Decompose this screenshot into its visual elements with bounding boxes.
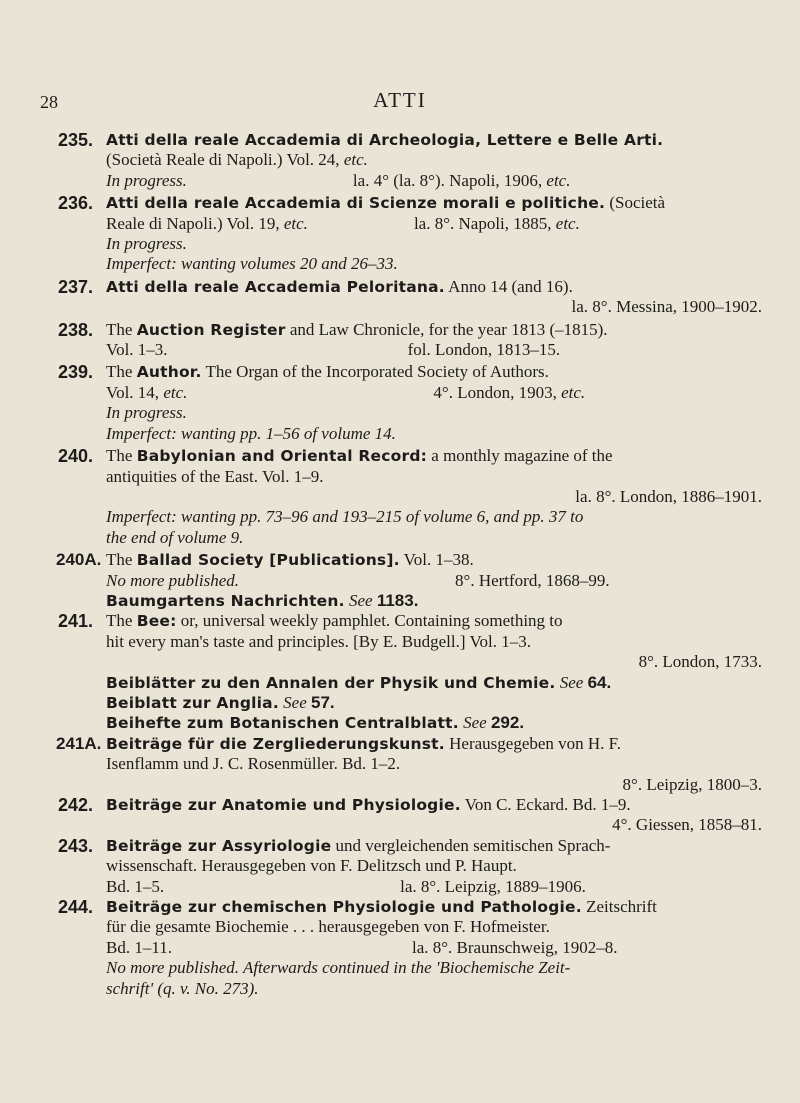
- cross-ref-beiblatt-anglia: Beiblatt zur Anglia. See 57.: [106, 692, 335, 712]
- entry-number: 239.: [58, 362, 94, 383]
- entry-number: 242.: [58, 795, 94, 815]
- entry-heading: Bee:: [136, 612, 177, 631]
- entry-heading: Author.: [136, 363, 202, 382]
- entry-number: 238.: [58, 319, 94, 340]
- cross-ref-number: 1183.: [376, 590, 419, 610]
- cross-ref-number: 64.: [587, 672, 612, 692]
- entry-heading: Beiblätter zu den Annalen der Physik und Chemie.: [106, 673, 556, 692]
- entry-244: 244. Beiträge zur chemischen Physiologie und Pathologie. Zeitschrift für die gesamte Biochemie . . . herausgegeben von F. Hofmeister. Bd. 1–11. la. 8°. Braunschweig, 1902–8. No more published. Afterwards continued in the 'Biochemische Zeit- schrift' (q. v. No. 273).: [58, 897, 657, 998]
- entry-number: 240A.: [56, 550, 102, 570]
- entry-number: 240.: [58, 446, 94, 467]
- entry-237: 237. Atti della reale Accademia Peloritana. Anno 14 (and 16). la. 8°. Messina, 1900–1902.: [58, 276, 762, 317]
- entry-242: 242. Beiträge zur Anatomie und Physiologie. Von C. Eckard. Bd. 1–9. 4°. Giessen, 1858–81.: [58, 795, 762, 835]
- entry-239: 239. The Author. The Organ of the Incorporated Society of Authors. Vol. 14, etc. 4°. London, 1903, etc. In progress. Imperfect: wanting pp. 1–56 of volume 14.: [58, 362, 586, 443]
- entry-heading: Beiträge zur Anatomie und Physiologie.: [106, 796, 461, 814]
- page-number: 28: [40, 92, 58, 112]
- entry-number: 241A.: [56, 733, 102, 753]
- entry-heading: Ballad Society [Publications].: [136, 551, 400, 570]
- cross-ref-number: 57.: [311, 692, 335, 712]
- entry-243: 243. Beiträge zur Assyriologie und vergleichenden semitischen Sprach- wissenschaft. Herausgegeben von F. Delitzsch und P. Haupt. Bd. 1–5. la. 8°. Leipzig, 1889–1906.: [58, 835, 611, 896]
- entry-number: 244.: [58, 897, 94, 918]
- entry-heading: Beiträge zur Assyriologie: [106, 836, 332, 855]
- entry-heading: Atti della reale Accademia Peloritana.: [106, 277, 445, 296]
- entry-number: 243.: [58, 835, 94, 856]
- cross-ref-beihefte: Beihefte zum Botanischen Centralblatt. See 292.: [106, 713, 525, 733]
- running-head: ATTI: [373, 88, 427, 112]
- entry-241: 241. The Bee: or, universal weekly pamphlet. Containing something to hit every man's taste and principles. [By E. Budgell.] Vol. 1–3. 8°. London, 1733.: [58, 611, 762, 672]
- entry-238: 238. The Auction Register and Law Chronicle, for the year 1813 (–1815). Vol. 1–3. fol. London, 1813–15.: [58, 319, 608, 360]
- entry-number: 236.: [58, 193, 94, 214]
- entry-heading: Atti della reale Accademia di Scienze morali e politiche.: [106, 194, 606, 213]
- entry-240a: 240A. The Ballad Society [Publications]. Vol. 1–38. No more published. 8°. Hertford, 1868–99.: [56, 550, 610, 590]
- entry-241a: 241A. Beiträge für die Zergliederungskunst. Herausgegeben von H. F. Isenflamm und J. C. Rosenmüller. Bd. 1–2. 8°. Leipzig, 1800–3.: [56, 733, 762, 794]
- catalogue-entries: [58, 130, 768, 999]
- entry-heading: Babylonian and Oriental Record:: [136, 447, 428, 466]
- entry-number: 237.: [58, 276, 94, 297]
- entry-heading: Auction Register: [136, 320, 286, 339]
- cross-ref-number: 292.: [490, 713, 525, 733]
- entry-heading: Beihefte zum Botanischen Centralblatt.: [106, 714, 459, 733]
- entry-235: 235. Atti della reale Accademia di Archeologia, Lettere e Belle Arti. (Società Reale di Napoli.) Vol. 24, etc. In progress. la. 4° (la. 8°). Napoli, 1906, etc.: [58, 130, 664, 190]
- entry-heading: Beiblatt zur Anglia.: [106, 693, 279, 712]
- entry-heading: Atti della reale Accademia di Archeologia, Lettere e Belle Arti.: [106, 131, 664, 149]
- entry-236: 236. Atti della reale Accademia di Scienze morali e politiche. (Società Reale di Napoli.) Vol. 19, etc. la. 8°. Napoli, 1885, etc. In progress. Imperfect: wanting volumes 20 and 26–33.: [58, 193, 666, 274]
- entry-heading: Beiträge zur chemischen Physiologie und Pathologie.: [106, 898, 582, 917]
- entry-number: 241.: [58, 611, 94, 632]
- cross-ref-baumgartens: Baumgartens Nachrichten. See 1183.: [106, 590, 419, 610]
- cross-ref-beiblaetter: Beiblätter zu den Annalen der Physik und Chemie. See 64.: [106, 672, 612, 692]
- entry-number: 235.: [58, 130, 94, 150]
- entry-heading: Beiträge für die Zergliederungskunst.: [106, 734, 445, 753]
- entry-240: 240. The Babylonian and Oriental Record: a monthly magazine of the antiquities of the East. Vol. 1–9. la. 8°. London, 1886–1901. Imperfect: wanting pp. 73–96 and 193–215 of volume 6, and pp. 37 to the end of volume 9.: [58, 446, 762, 547]
- entry-heading: Baumgartens Nachrichten.: [106, 591, 345, 610]
